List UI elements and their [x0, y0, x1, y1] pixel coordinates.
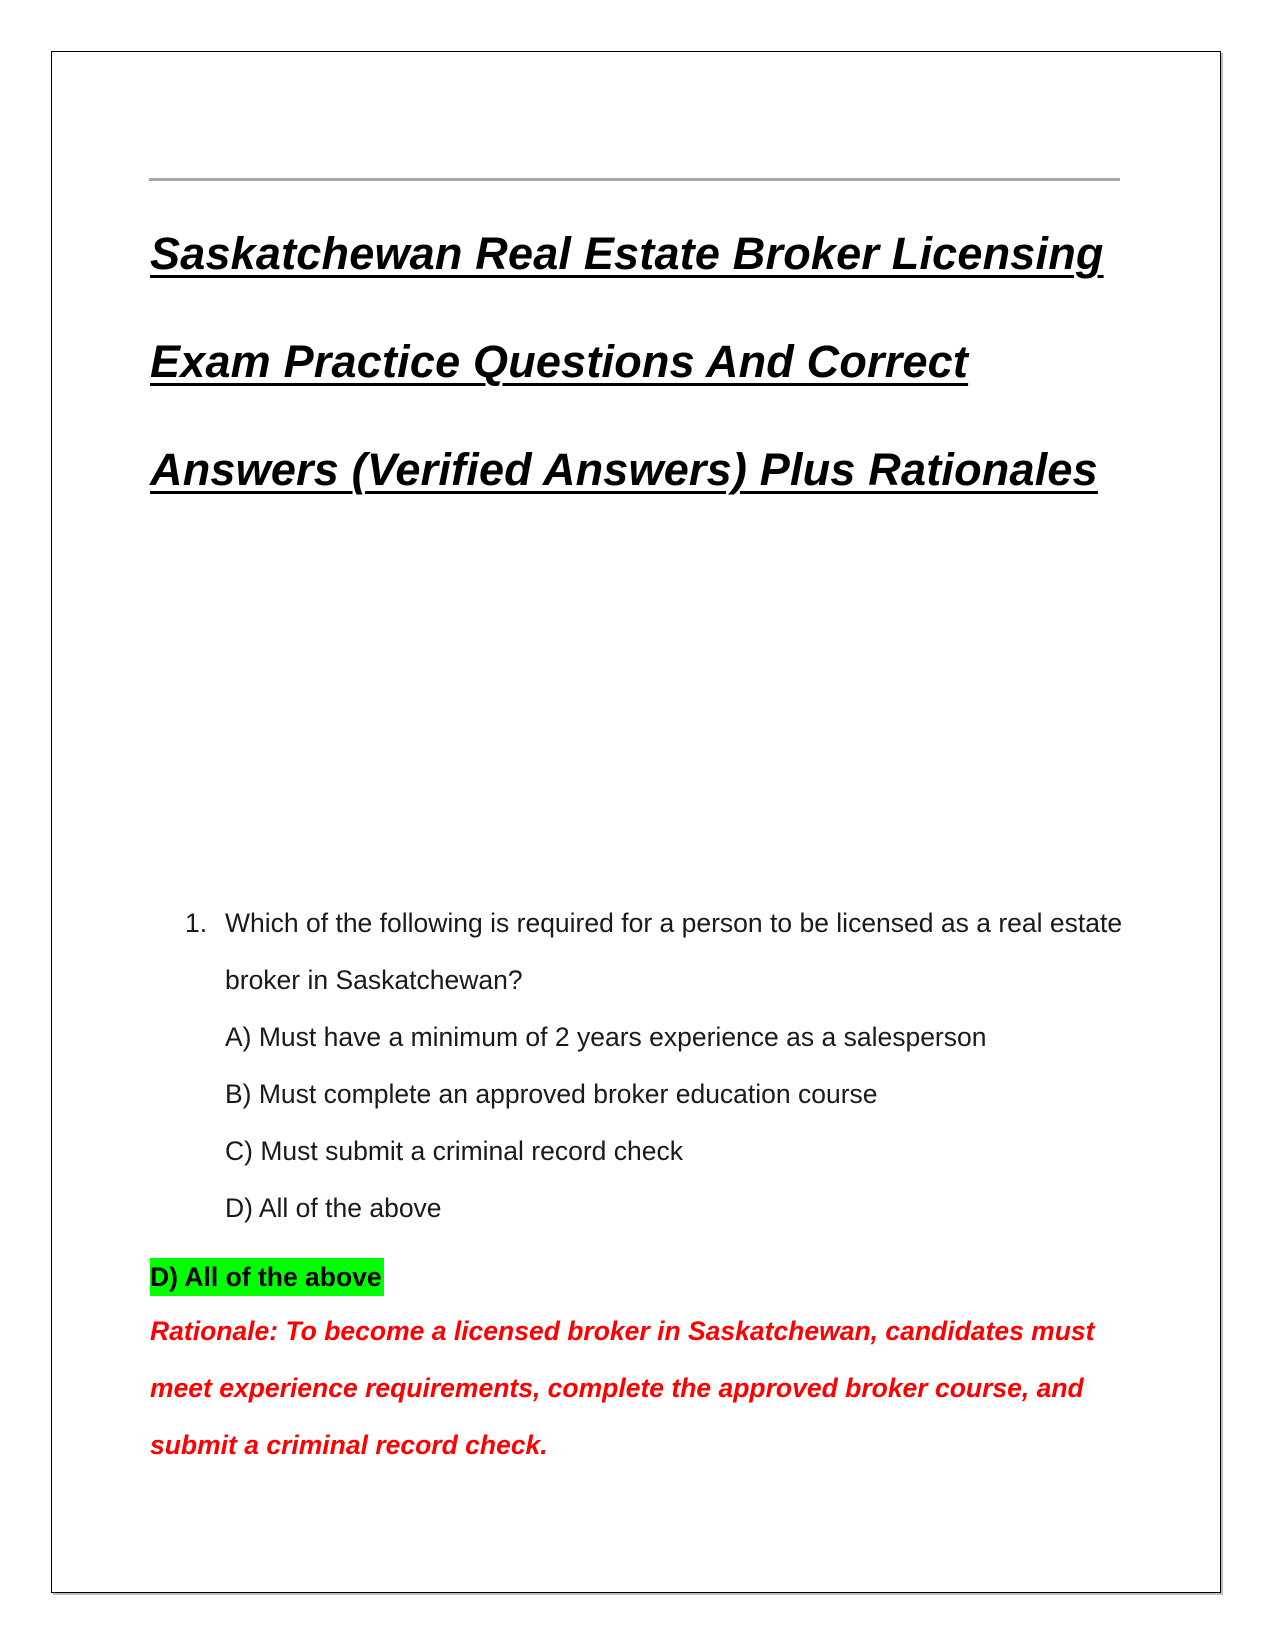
correct-answer: D) All of the above: [150, 1258, 384, 1296]
option-c: C) Must submit a criminal record check: [225, 1136, 683, 1166]
document-title: [150, 200, 1130, 524]
question-stem: [185, 895, 1125, 1009]
question-block: [185, 895, 1125, 1237]
question-text: Which of the following is required for a person to be licensed as a real estate broker in Saskatchewan?: [225, 908, 1123, 995]
rationale-text: Rationale: To become a licensed broker in Saskatchewan, candidates must meet experience requirements, complete the approved broker course, and submit a criminal record check.: [150, 1316, 1095, 1460]
header-rule: [149, 178, 1120, 181]
option-b: B) Must complete an approved broker education course: [225, 1079, 878, 1109]
option-d: D) All of the above: [225, 1193, 442, 1223]
question-number: 1.: [185, 908, 208, 938]
document-title-text: Saskatchewan Real Estate Broker Licensing Exam Practice Questions And Correct Answers (Verified Answers) Plus Rationales: [150, 228, 1104, 495]
option-a: A) Must have a minimum of 2 years experience as a salesperson: [225, 1022, 987, 1052]
